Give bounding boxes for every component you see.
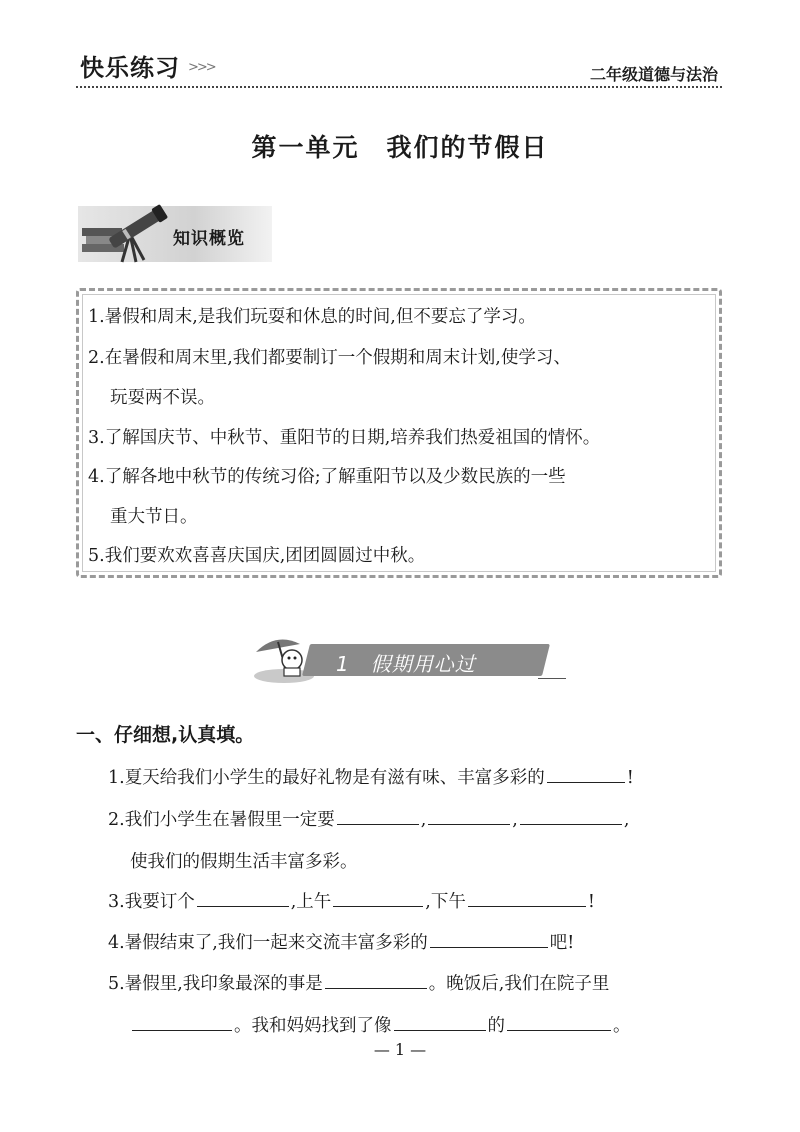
knowledge-item-continued: 玩耍两不误。: [110, 388, 215, 408]
brand-title: 快乐练习: [80, 54, 180, 82]
answer-blank[interactable]: [428, 823, 510, 825]
question-text: !: [587, 892, 595, 912]
question-text: ,: [512, 810, 518, 830]
brand-arrows: >>>: [188, 60, 215, 75]
question-4: [108, 929, 574, 954]
knowledge-item: 5.我们要欢欢喜喜庆国庆,团团圆圆过中秋。: [88, 546, 426, 566]
knowledge-overview-badge: [78, 200, 272, 264]
answer-blank[interactable]: [430, 946, 548, 948]
question-text: 4.暑假结束了,我们一起来交流丰富多彩的: [108, 933, 428, 953]
answer-blank[interactable]: [520, 823, 622, 825]
question-text: ,下午: [425, 892, 466, 912]
section-heading: 一、仔细想,认真填。: [76, 724, 255, 746]
question-text: 1.夏天给我们小学生的最好礼物是有滋有味、丰富多彩的: [108, 768, 545, 788]
answer-blank[interactable]: [547, 781, 625, 783]
lesson-title: 1 假期用心过: [336, 652, 476, 676]
answer-blank[interactable]: [507, 1029, 611, 1031]
knowledge-item: 3.了解国庆节、中秋节、重阳节的日期,培养我们热爱祖国的情怀。: [88, 428, 601, 448]
question-text: 2.我们小学生在暑假里一定要: [108, 810, 335, 830]
question-text: 。: [613, 1016, 631, 1036]
answer-blank[interactable]: [394, 1029, 486, 1031]
lesson-underline: [538, 678, 566, 679]
question-text: 。晚饭后,我们在院子里: [428, 974, 610, 994]
question-1: [108, 764, 634, 789]
answer-blank[interactable]: [197, 905, 289, 907]
answer-blank[interactable]: [333, 905, 423, 907]
question-3: [108, 888, 595, 913]
subject-label: 二年级道德与法治: [589, 65, 718, 84]
question-5: [108, 970, 609, 995]
answer-blank[interactable]: [468, 905, 586, 907]
question-text: 3.我要订个: [108, 892, 195, 912]
unit-title: 第一单元 我们的节假日: [251, 133, 549, 162]
question-2-continued: 使我们的假期生活丰富多彩。: [130, 852, 358, 872]
header-divider: [76, 86, 722, 88]
lesson-banner: [248, 630, 568, 686]
question-text: ,上午: [290, 892, 332, 912]
question-text: 的: [487, 1016, 505, 1036]
question-text: 5.暑假里,我印象最深的事是: [108, 974, 323, 994]
knowledge-item-continued: 重大节日。: [110, 507, 198, 527]
answer-blank[interactable]: [325, 987, 427, 989]
question-2: [108, 806, 629, 831]
question-text: 。我和妈妈找到了像: [234, 1016, 392, 1036]
question-text: ,: [623, 810, 630, 830]
question-text: !: [626, 768, 634, 788]
knowledge-item: 2.在暑假和周末里,我们都要制订一个假期和周末计划,使学习、: [88, 348, 571, 368]
question-text: 吧!: [549, 933, 575, 953]
knowledge-item: 4.了解各地中秋节的传统习俗;了解重阳节以及少数民族的一些: [88, 467, 566, 487]
answer-blank[interactable]: [132, 1029, 232, 1031]
question-text: ,: [420, 810, 427, 830]
answer-blank[interactable]: [337, 823, 419, 825]
page-number: — 1 —: [373, 1040, 427, 1059]
knowledge-item: 1.暑假和周末,是我们玩耍和休息的时间,但不要忘了学习。: [88, 307, 536, 327]
question-5-continued: [130, 1012, 631, 1037]
knowledge-overview-label: 知识概览: [173, 229, 245, 249]
